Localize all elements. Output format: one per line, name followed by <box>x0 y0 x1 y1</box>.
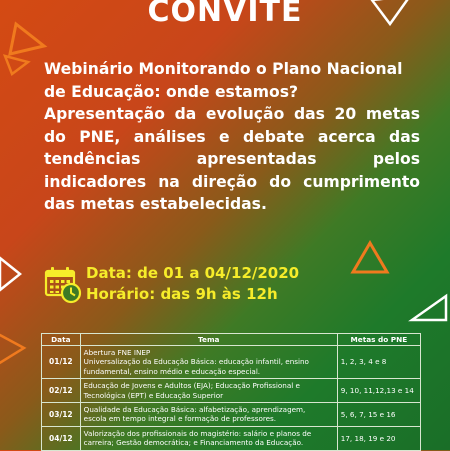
webinar-title-line-1: Webinário Monitorando o Plano Nacional <box>44 60 403 78</box>
row-theme-line: Abertura FNE INEP <box>83 348 151 357</box>
header-date: Data <box>42 334 81 346</box>
triangle-outline-bottom-left <box>0 330 28 368</box>
row-theme-line: Tecnológica (EPT) e Educação Superior <box>83 390 224 400</box>
table-header-row <box>42 334 421 346</box>
row-metas: 17, 18, 19 e 20 <box>337 426 420 450</box>
event-time: Horário: das 9h às 12h <box>86 285 278 303</box>
schedule-table <box>41 333 421 451</box>
row-theme-line: Valorização dos profissionais do magistério: salário e planos de <box>83 428 312 438</box>
row-theme-line: carreira; Gestão democrática; e Financiamento da Educação. <box>83 438 304 448</box>
row-metas: 9, 10, 11,12,13 e 14 <box>337 379 420 403</box>
header-theme: Tema <box>80 334 337 346</box>
triangle-outline-top-left-small <box>2 52 32 78</box>
row-theme <box>80 379 337 403</box>
row-theme-line: Qualidade da Educação Básica: alfabetização, aprendizagem, <box>83 405 306 415</box>
page-title: CONVITE <box>147 0 303 29</box>
row-theme <box>80 426 337 450</box>
event-description <box>44 58 420 216</box>
webinar-title-line-2: de Educação: onde estamos? <box>44 82 299 101</box>
row-theme-line: fundamental, ensino médio e educação especial. <box>83 366 261 376</box>
table-row <box>42 426 421 450</box>
row-theme <box>80 346 337 379</box>
table-row <box>42 346 421 379</box>
row-date: 02/12 <box>42 379 81 403</box>
calendar-clock-icon <box>44 266 82 304</box>
row-metas: 1, 2, 3, 4 e 8 <box>337 346 420 379</box>
table-row <box>42 403 421 427</box>
table-row <box>42 379 421 403</box>
row-date: 04/12 <box>42 426 81 450</box>
row-theme-line: Universalização da Educação Básica: educação infantil, ensino <box>83 357 309 367</box>
header-metas: Metas do PNE <box>337 334 420 346</box>
row-date: 03/12 <box>42 403 81 427</box>
webinar-subject: Apresentação da evolução das 20 metas do PNE, análises e debate acerca das tendências apresentadas pelos indicadores na direção do cumprimento das metas estabelecidas. <box>44 105 420 213</box>
row-theme-line: Educação de Jovens e Adultos (EJA); Educação Profissional e <box>83 381 300 391</box>
event-schedule <box>44 264 424 308</box>
row-metas: 5, 6, 7, 15 e 16 <box>337 403 420 427</box>
event-date: Data: de 01 a 04/12/2020 <box>86 264 300 282</box>
row-date: 01/12 <box>42 346 81 379</box>
row-theme-line: escola em tempo integral e formação de professores. <box>83 414 277 424</box>
triangle-outline-left <box>0 254 26 294</box>
row-theme <box>80 403 337 427</box>
